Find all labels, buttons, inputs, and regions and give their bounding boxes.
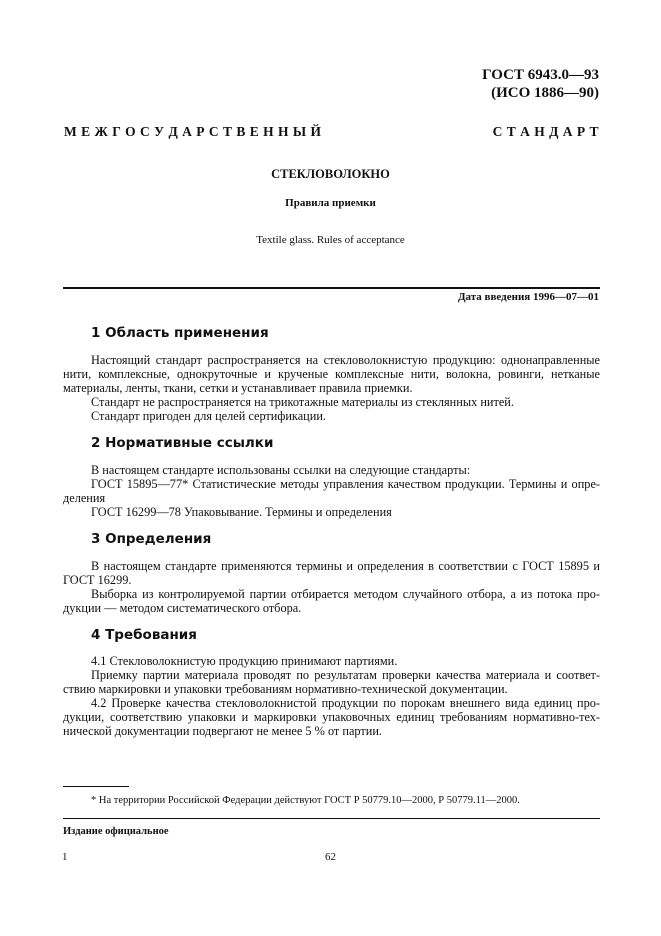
text-line: нической документации подвергают не менее 5 % от партии. [63,724,383,738]
page-number: 62 [325,851,336,863]
text-line: дукции — методом систематического отбора. [63,601,302,615]
text-line: Приемку партии материала проводят по результатам проверки качества материала и соответ- [91,668,600,682]
text-line: деления [63,491,106,505]
text-line: В настоящем стандарте применяются термины и определения в соответствии с ГОСТ 15895 и [91,559,600,573]
banner-right: С Т А Н Д А Р Т [492,124,599,139]
section-heading-requirements: 4 Требования [91,627,197,643]
text-line: дукции, соответствию упаковки и маркировки упаковочных единиц требованиям нормативно-тех- [63,710,600,724]
section-heading-definitions: 3 Определения [91,531,212,547]
section-heading-references: 2 Нормативные ссылки [91,435,274,451]
introduction-date: Дата введения 1996—07—01 [457,291,599,303]
text-line: Выборка из контролируемой партии отбирается методом случайного отбора, а из потока про- [91,587,600,601]
section-body-requirements [63,654,600,738]
section-body-definitions [63,559,600,615]
text-line: 4.1 Стекловолокнистую продукцию принимают партиями. [91,654,398,668]
document-subtitle: Правила приемки [285,197,376,209]
text-line: Стандарт не распространяется на трикотажные материалы из стеклянных нитей. [91,395,514,409]
footer-divider [63,818,600,819]
standard-code [482,66,599,102]
text-line: нити, комплексные, однокруточные и крученые комплексные нити, волокна, ровинги, нетканые [63,367,600,381]
official-edition-label: Издание официальное [63,826,169,837]
footnote: * На территории Российской Федерации действуют ГОСТ Р 50779.10—2000, Р 50779.11—2000. [91,795,520,806]
footnote-divider [63,786,129,787]
section-body-scope [63,353,600,423]
text-line: материалы, ленты, ткани, сетки и устанавливает правила приемки. [63,381,413,395]
text-line: Настоящий стандарт распространяется на стекловолокнистую продукцию: однонаправленные [91,353,600,367]
text-line: ствию маркировки и упаковки требованиям нормативно-технической документации. [63,682,508,696]
document-title: СТЕКЛОВОЛОКНО [271,167,390,181]
banner-left: М Е Ж Г О С У Д А Р С Т В Е Н Н Ы Й [64,124,322,139]
text-line: ГОСТ 15895—77* Статистические методы управления качеством продукции. Термины и опре- [91,477,600,491]
header-divider [63,287,600,289]
iso-number: (ИСО 1886—90) [491,85,599,101]
interstate-standard-banner [64,124,599,140]
gost-number: ГОСТ 6943.0—93 [482,67,599,83]
text-line: Стандарт пригоден для целей сертификации. [91,409,326,423]
section-heading-scope: 1 Область применения [91,325,269,341]
sheet-number: 1 [62,851,68,863]
text-line: ГОСТ 16299—78 Упаковывание. Термины и определения [91,505,392,519]
text-line: ГОСТ 16299. [63,573,132,587]
text-line: В настоящем стандарте использованы ссылки на следующие стандарты: [91,463,471,477]
section-body-references [63,463,600,519]
text-line: 4.2 Проверке качества стекловолокнистой продукции по порокам внешнего вида единиц про- [91,696,600,710]
english-title: Textile glass. Rules of acceptance [256,234,405,246]
